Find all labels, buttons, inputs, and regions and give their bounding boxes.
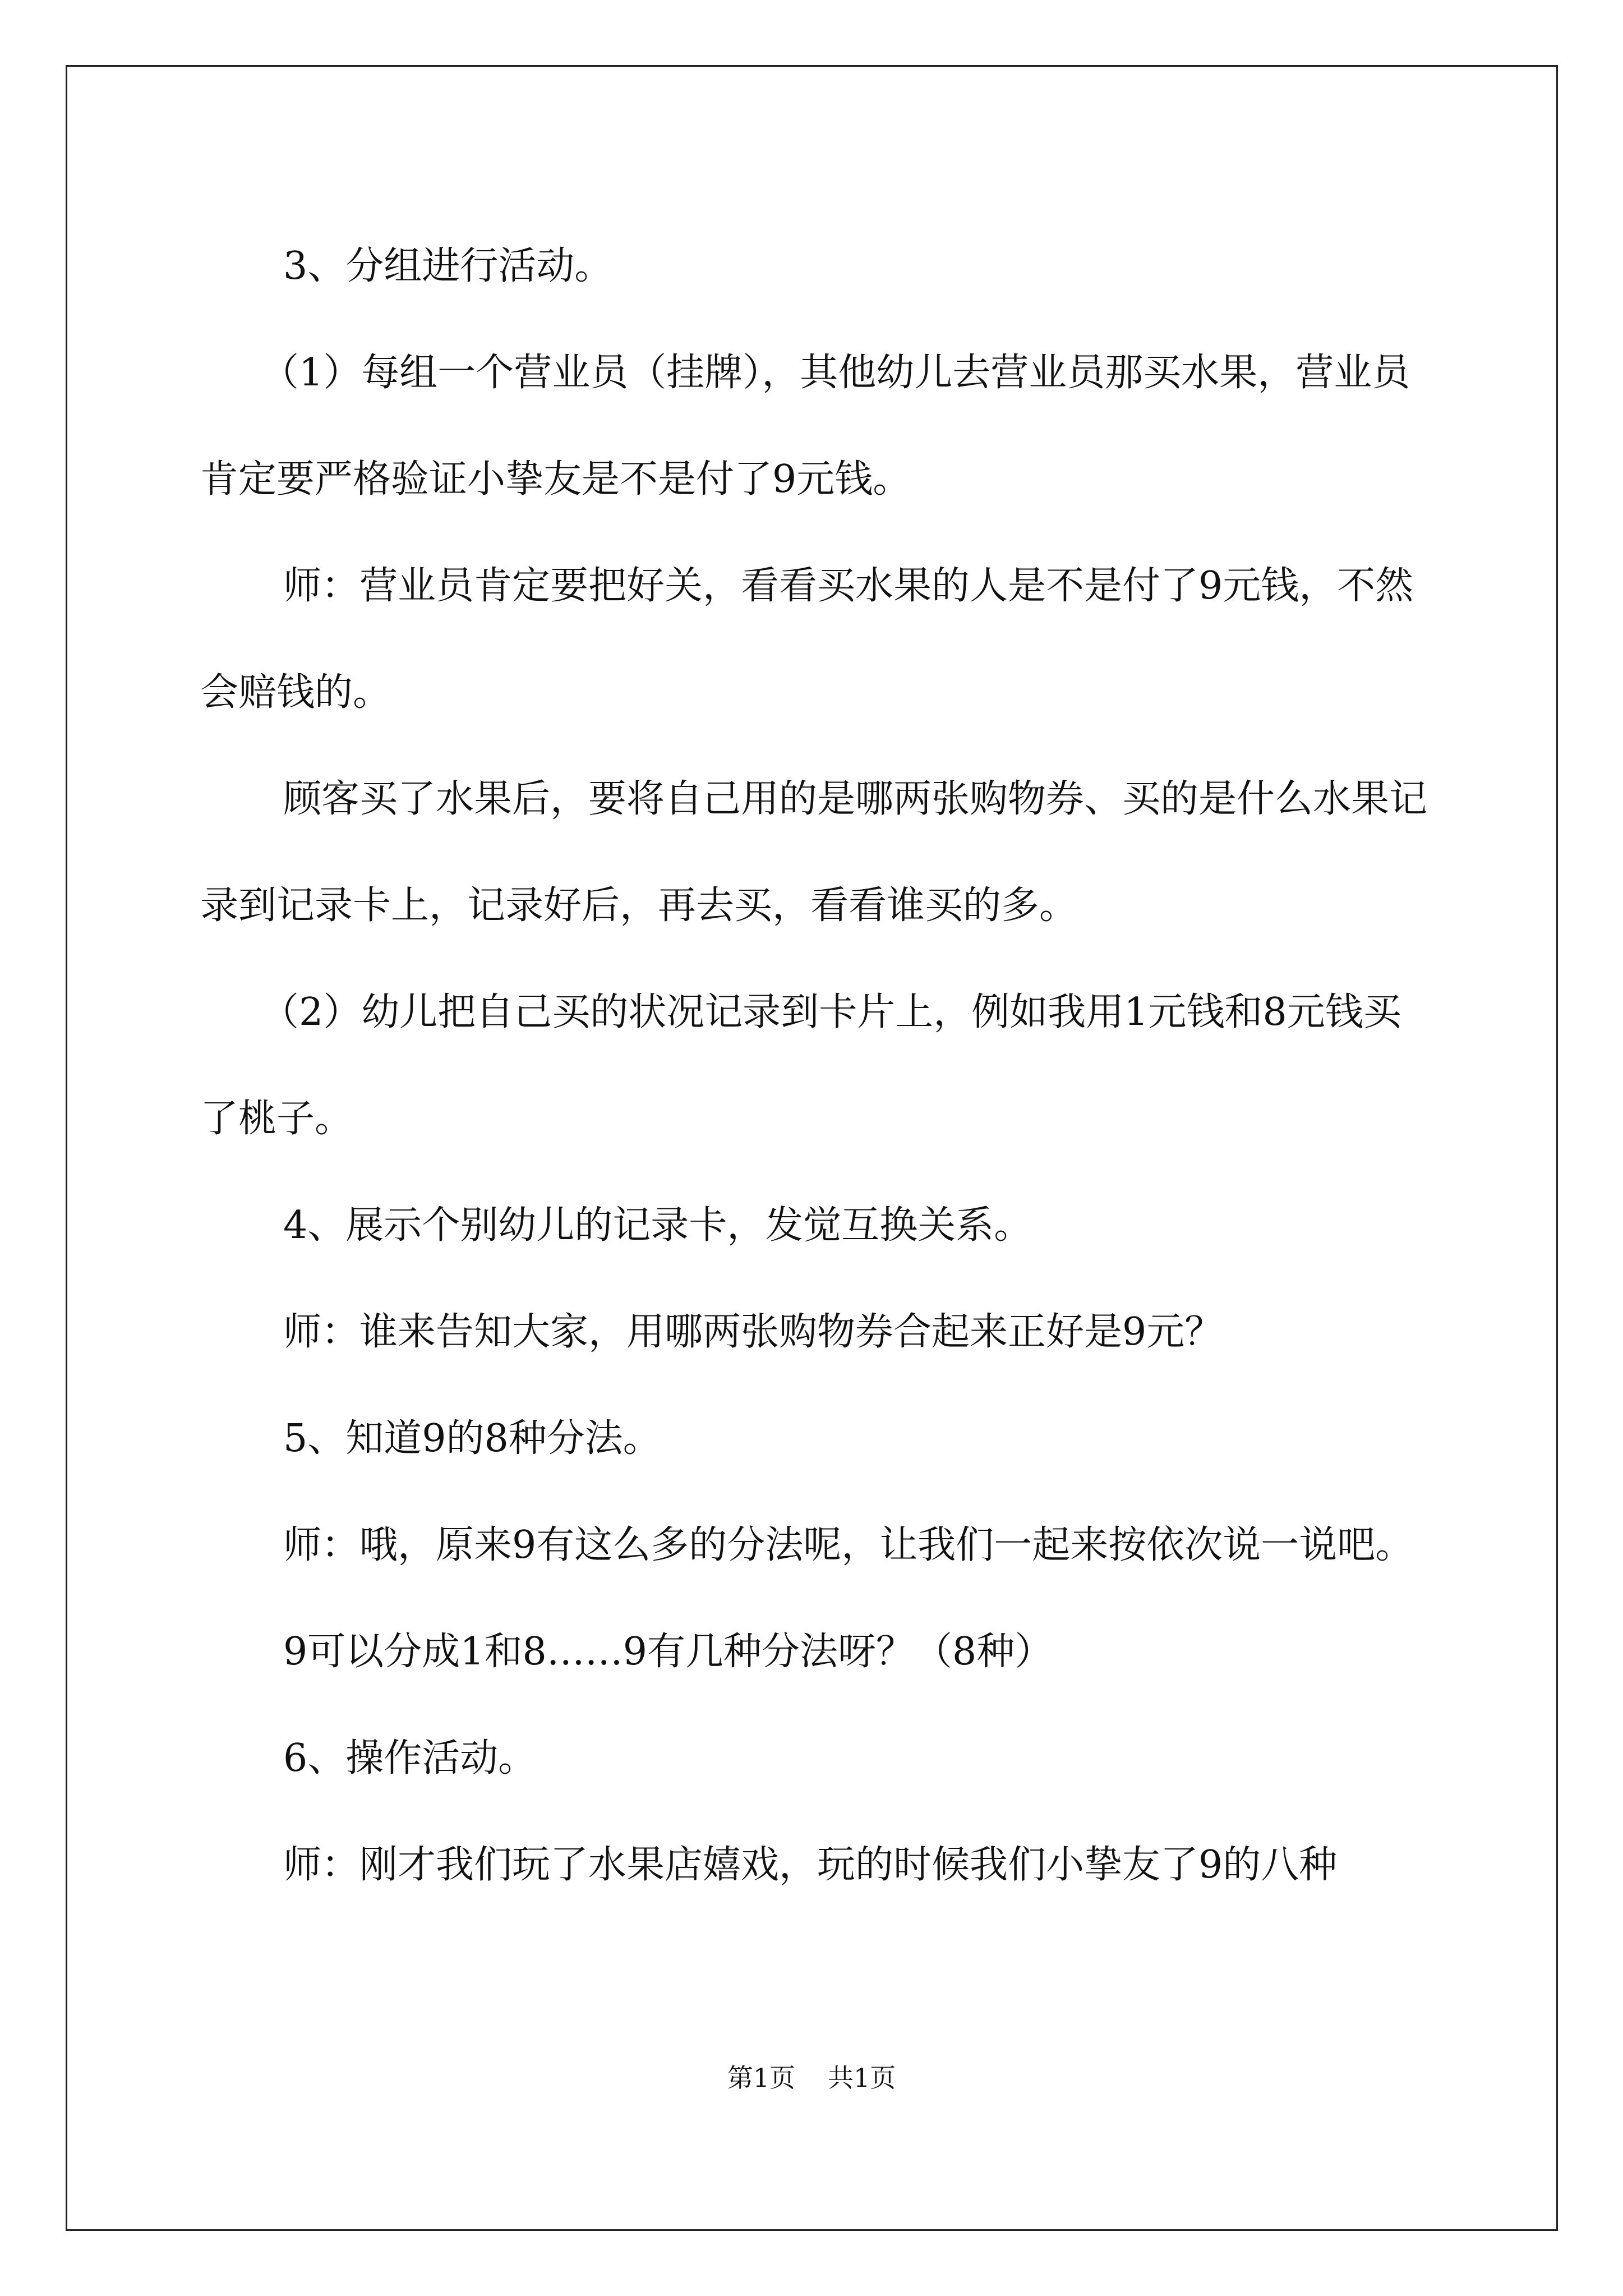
paragraph-1: 3、分组进行活动。 bbox=[283, 244, 613, 288]
page-total: 共1页 bbox=[828, 2063, 896, 2093]
page-number: 第1页 bbox=[727, 2063, 795, 2093]
page-footer bbox=[0, 2058, 1623, 2095]
paragraph-4: 顾客买了水果后，要将自己用的是哪两张购物券、买的是什么水果记录到记录卡上，记录好后，再去买，看看谁买的多。 bbox=[200, 777, 1428, 928]
paragraph-6: 4、展示个别幼儿的记录卡，发觉互换关系。 bbox=[283, 1203, 1032, 1248]
paragraph-7: 师：谁来告知大家，用哪两张购物券合起来正好是9元？ bbox=[283, 1310, 1223, 1354]
paragraph-12: 师：刚才我们玩了水果店嬉戏，玩的时候我们小挚友了9的八种 bbox=[283, 1843, 1338, 1887]
paragraph-2: （1）每组一个营业员（挂牌），其他幼儿去营业员那买水果，营业员肯定要严格验证小挚友是不是付了9元钱。 bbox=[200, 351, 1410, 501]
paragraph-5: （2）幼儿把自己买的状况记录到卡片上，例如我用1元钱和8元钱买了桃子。 bbox=[200, 990, 1401, 1141]
document-body bbox=[200, 213, 1428, 1918]
paragraph-8: 5、知道9的8种分法。 bbox=[283, 1416, 661, 1461]
paragraph-9: 师：哦，原来9有这么多的分法呢，让我们一起来按依次说一说吧。 bbox=[283, 1523, 1414, 1567]
paragraph-10: 9可以分成1和8……9有几种分法呀？（8种） bbox=[283, 1630, 1053, 1674]
paragraph-3: 师：营业员肯定要把好关，看看买水果的人是不是付了9元钱，不然会赔钱的。 bbox=[200, 564, 1414, 715]
paragraph-11: 6、操作活动。 bbox=[283, 1736, 537, 1780]
